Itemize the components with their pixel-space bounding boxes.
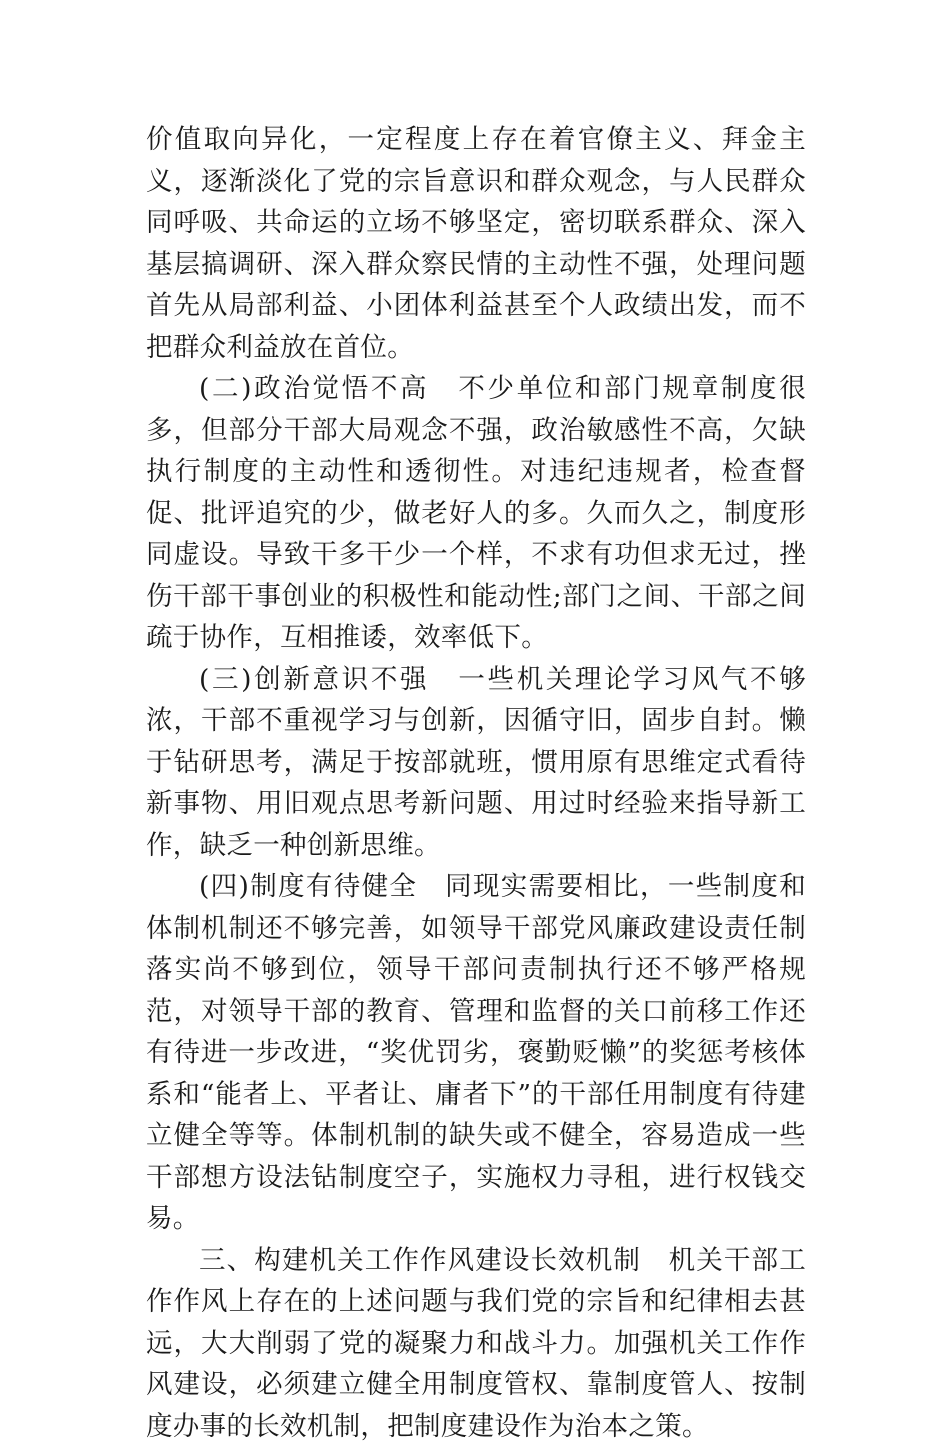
paragraph-system: (四)制度有待健全 同现实需要相比，一些制度和体制机制还不够完善，如领导干部党风廉政建设责任制落实尚不够到位，领导干部问责制执行还不够严格规范，对领导干部的教育、管理和监督的关口前移工作还有待进一步改进，“奖优罚劣，褒勤贬懒”的奖惩考核体系和“能者上、平者让、庸者下”的干部任用制度有待建立健全等等。体制机制的缺失或不健全，容易造成一些干部想方设法钻制度空子，实施权力寻租，进行权钱交易。 [146, 866, 806, 1240]
paragraph-political-awareness: (二)政治觉悟不高 不少单位和部门规章制度很多，但部分干部大局观念不强，政治敏感性不高，欠缺执行制度的主动性和透彻性。对违纪违规者，检查督促、批评追究的少，做老好人的多。久而久之，制度形同虚设。导致干多干少一个样，不求有功但求无过，挫伤干部干事创业的积极性和能动性;部门之间、干部之间疏于协作，互相推诿，效率低下。 [146, 368, 806, 659]
paragraph-continuation: 价值取向异化，一定程度上存在着官僚主义、拜金主义，逐渐淡化了党的宗旨意识和群众观念，与人民群众同呼吸、共命运的立场不够坚定，密切联系群众、深入基层搞调研、深入群众察民情的主动性不强，处理问题首先从局部利益、小团体利益甚至个人政绩出发，而不把群众利益放在首位。 [146, 119, 806, 368]
document-body [146, 119, 806, 1447]
paragraph-mechanism: 三、构建机关工作作风建设长效机制 机关干部工作作风上存在的上述问题与我们党的宗旨和纪律相去甚远，大大削弱了党的凝聚力和战斗力。加强机关工作作风建设，必须建立健全用制度管权、靠制度管人、按制度办事的长效机制，把制度建设作为治本之策。 [146, 1240, 806, 1447]
paragraph-innovation: (三)创新意识不强 一些机关理论学习风气不够浓，干部不重视学习与创新，因循守旧，固步自封。懒于钻研思考，满足于按部就班，惯用原有思维定式看待新事物、用旧观点思考新问题、用过时经验来指导新工作，缺乏一种创新思维。 [146, 659, 806, 867]
